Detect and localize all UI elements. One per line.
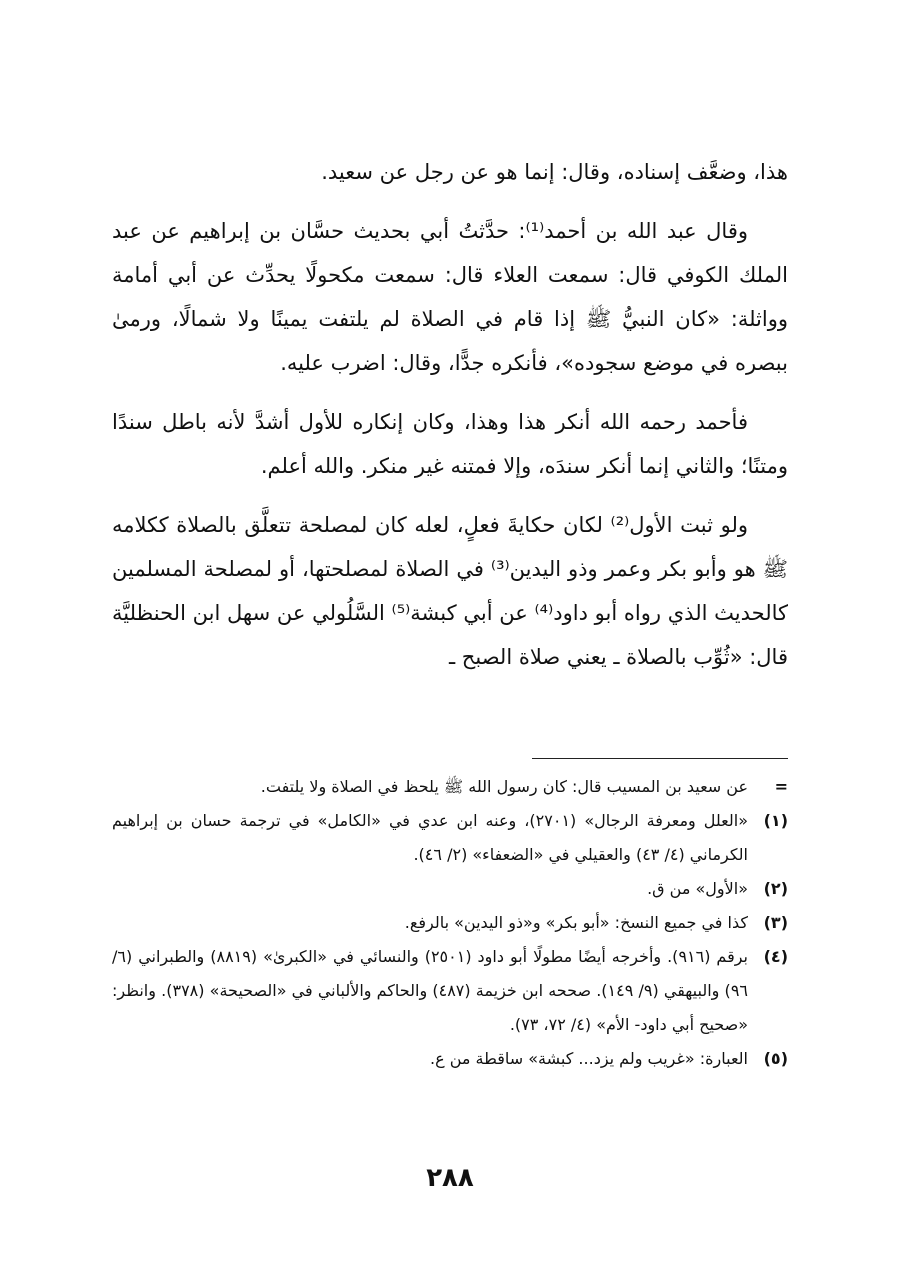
footnote-text: كذا في جميع النسخ: «أبو بكر» و«ذو اليدين» بالرفع. [404,913,748,932]
footnote-number: (١) [763,811,788,830]
footnotes [112,770,788,1076]
footnote-1 [112,804,788,872]
footnote-text: «الأول» من ق. [647,879,748,898]
footnote-5 [112,1042,788,1076]
paragraph-abdullah-narration: وقال عبد الله بن أحمد⁽¹⁾: حدَّثتُ أبي بحديث حسَّان بن إبراهيم عن عبد الملك الكوفي قال: سمعت العلاء قال: سمعت مكحولًا يحدِّث عن أبي أمامة وواثلة: «كان النبيُّ ﷺ إذا قام في الصلاة لم يلتفت يمينًا ولا شمالًا، ورمىٰ ببصره في موضع سجوده»، فأنكره جدًّا، وقال: اضرب عليه. [112,219,788,375]
main-text [112,150,788,694]
footnote-2 [112,872,788,906]
page-number: ٢٨٨ [426,1163,474,1193]
footnote-3 [112,906,788,940]
footnote-4 [112,940,788,1042]
footnote-text: العبارة: «غريب ولم يزد... كبشة» ساقطة من ع. [429,1049,748,1068]
paragraph-continuation: هذا، وضعَّف إسناده، وقال: إنما هو عن رجل عن سعيد. [321,160,788,184]
footnote-text: برقم (٩١٦). وأخرجه أيضًا مطولًا أبو داود (٢٥٠١) والنسائي في «الكبرىٰ» (٨٨١٩) والطبراني (٦/ ٩٦) والبيهقي (٩/ ١٤٩). صححه ابن خزيمة (٤٨٧) والحاكم والألباني في «الصحيحة» (٣٧٨). وانظر: «صحيح أبي داود- الأم» (٤/ ٧٢، ٧٣). [112,947,749,1034]
footnote-divider [532,758,788,759]
footnote-text: «العلل ومعرفة الرجال» (٢٧٠١)، وعنه ابن عدي في «الكامل» في ترجمة حسان بن إبراهيم الكرماني (٤/ ٤٣) والعقيلي في «الضعفاء» (٢/ ٤٦). [112,811,749,864]
footnote-number: (٣) [763,913,788,932]
footnote-number: (٢) [763,879,788,898]
footnote-number: (٤) [763,947,788,966]
footnote-text: عن سعيد بن المسيب قال: كان رسول الله ﷺ يلحظ في الصلاة ولا يلتفت. [260,777,748,796]
footnote-continuation [112,770,788,804]
footnote-marker: = [774,777,788,796]
footnote-number: (٥) [763,1049,788,1068]
paragraph-ahmad-rejection: فأحمد رحمه الله أنكر هذا وهذا، وكان إنكاره للأول أشدَّ لأنه باطل سندًا ومتنًا؛ والثاني إنما أنكر سندَه، وإلا فمتنه غير منكر. والله أعلم. [112,410,788,478]
paragraph-first-narration-interpretation: ولو ثبت الأول⁽²⁾ لكان حكايةَ فعلٍ، لعله كان لمصلحة تتعلَّق بالصلاة ككلامه ﷺ هو وأبو بكر وعمر وذو اليدين⁽³⁾ في الصلاة لمصلحتها، أو لمصلحة المسلمين كالحديث الذي رواه أبو داود⁽⁴⁾ عن أبي كبشة⁽⁵⁾ السَّلُولي عن سهل ابن الحنظليَّة قال: «ثُوِّب بالصلاة ـ يعني صلاة الصبح ـ [112,513,788,669]
